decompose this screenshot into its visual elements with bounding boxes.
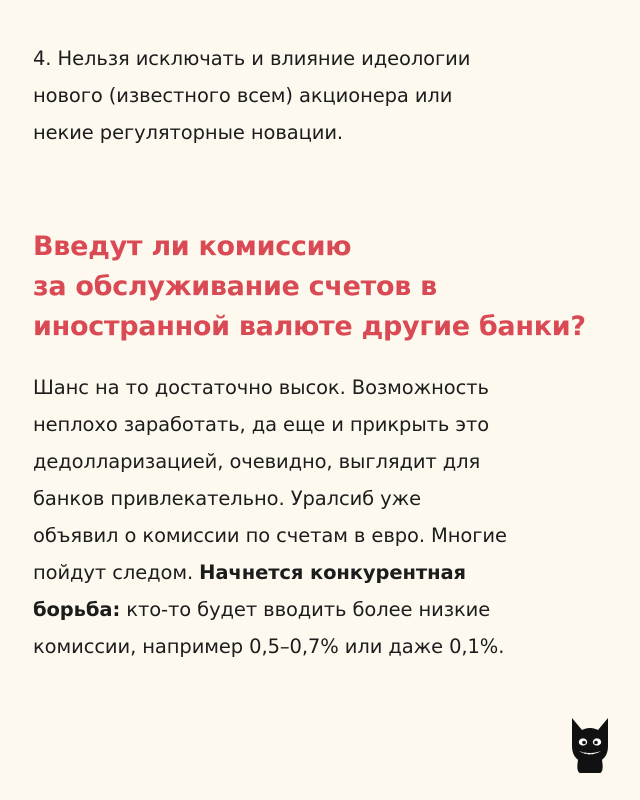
body-text-plain: пойдут следом. [33,561,200,584]
body-line: банков привлекательно. Уралсиб уже [33,487,421,510]
body-text-plain: кто-то будет вводить более низкие [120,598,491,621]
body-line: комиссии, например 0,5–0,7% или даже 0,1%. [33,635,505,658]
heading-line: Введут ли комиссию [33,231,352,262]
cat-mascot-icon [568,716,612,774]
body-line: дедолларизацией, очевидно, выглядит для [33,450,481,473]
intro-paragraph [33,40,613,151]
body-line [33,554,613,591]
body-line [33,591,613,628]
body-line: Шанс на то достаточно высок. Возможность [33,376,489,399]
body-line: объявил о комиссии по счетам в евро. Многие [33,524,507,547]
body-text-bold: Начнется конкурентная [199,561,466,584]
intro-line: 4. Нельзя исключать и влияние идеологии [33,47,471,70]
heading-line: иностранной валюте другие банки? [33,311,586,342]
intro-line: некие регуляторные новации. [33,121,343,144]
section-heading [33,227,623,347]
heading-line: за обслуживание счетов в [33,271,437,302]
intro-line: нового (известного всем) акционера или [33,84,453,107]
body-line: неплохо заработать, да еще и прикрыть это [33,413,490,436]
body-paragraph [33,369,613,665]
body-text-bold: борьба: [33,598,121,621]
